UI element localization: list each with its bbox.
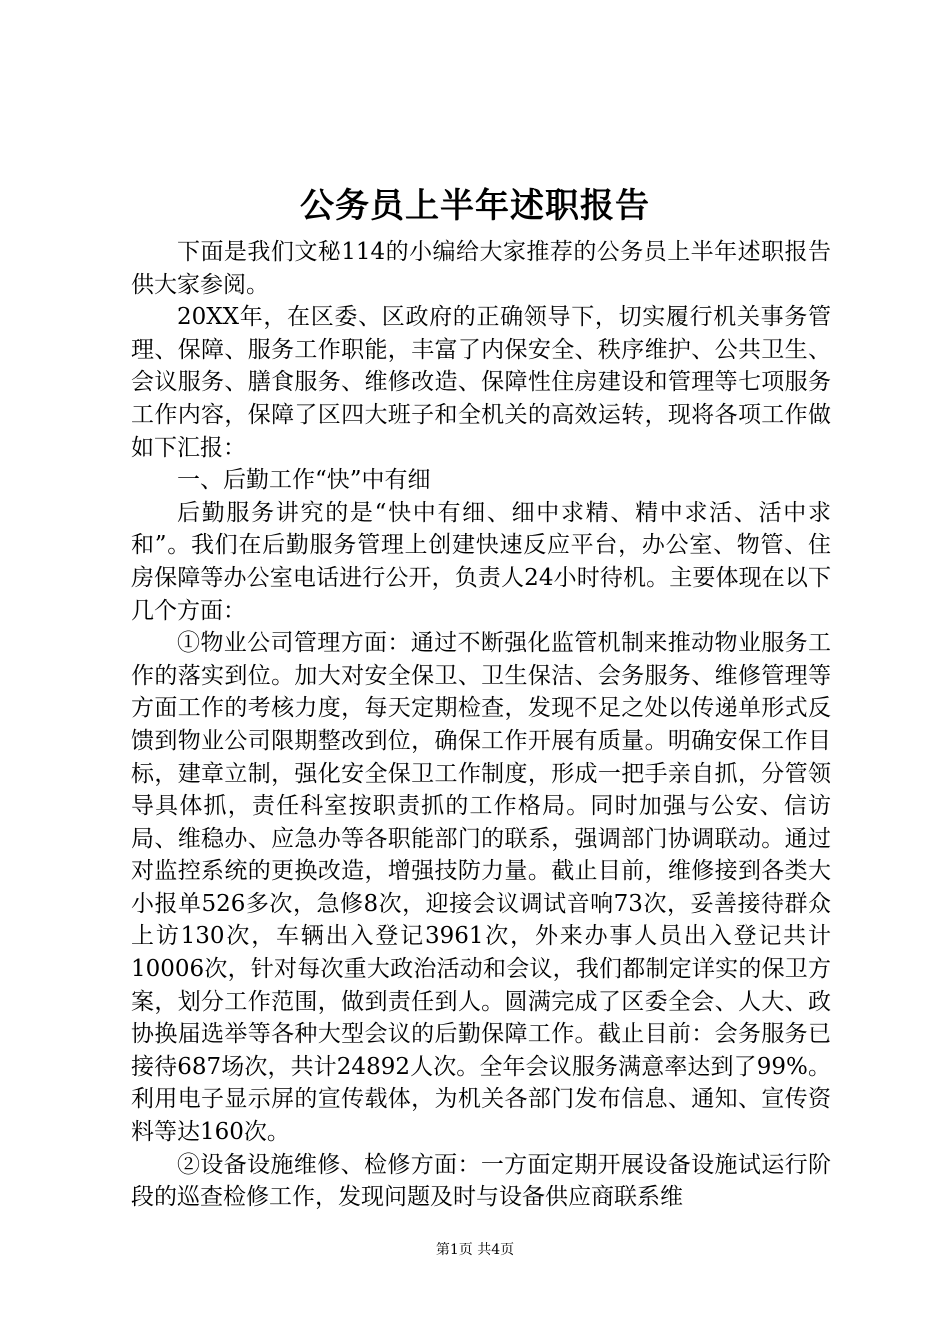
paragraph-logistics: 后勤服务讲究的是“快中有细、细中求精、精中求活、活中求和”。我们在后勤服务管理上创建快速反应平台，办公室、物管、住房保障等办公室电话进行公开，负责人24小时待机。主要体现在以下几个方面：	[131, 499, 831, 624]
page-footer: 第1页 共4页	[435, 1242, 515, 1258]
paragraph-overview: 20XX年，在区委、区政府的正确领导下，切实履行机关事务管理、保障、服务工作职能，丰富了内保安全、秩序维护、公共卫生、会议服务、膳食服务、维修改造、保障性住房建设和管理等七项服务工作内容，保障了区四大班子和全机关的高效运转，现将各项工作做如下汇报：	[131, 304, 831, 461]
document-body	[131, 236, 831, 1214]
paragraph-intro: 下面是我们文秘114的小编给大家推荐的公务员上半年述职报告供大家参阅。	[131, 239, 831, 298]
paragraph-equipment-maintenance: ②设备设施维修、检修方面：一方面定期开展设备设施试运行阶段的巡查检修工作，发现问题及时与设备供应商联系维	[131, 1151, 831, 1211]
paragraph-property-management: ①物业公司管理方面：通过不断强化监管机制来推动物业服务工作的落实到位。加大对安全保卫、卫生保洁、会务服务、维修管理等方面工作的考核力度，每天定期检查，发现不足之处以传递单形式反馈到物业公司限期整改到位，确保工作开展有质量。明确安保工作目标，建章立制，强化安全保卫工作制度，形成一把手亲自抓，分管领导具体抓，责任科室按职责抓的工作格局。同时加强与公安、信访局、维稳办、应急办等各职能部门的联系，强调部门协调联动。通过对监控系统的更换改造，增强技防力量。截止目前，维修接到各类大小报单526多次，急修8次，迎接会议调试音响73次，妥善接待群众上访130次，车辆出入登记3961次，外来办事人员出入登记共计10006次，针对每次重大政治活动和会议，我们都制定详实的保卫方案，划分工作范围，做到责任到人。圆满完成了区委全会、人大、政协换届选举等各种大型会议的后勤保障工作。截止目前：会务服务已接待687场次，共计24892人次。全年会议服务满意率达到了99%。利用电子显示屏的宣传载体，为机关各部门发布信息、通知、宣传资料等达160次。	[131, 630, 831, 1146]
section-heading: 一、后勤工作“快”中有细	[177, 467, 431, 494]
document-title: 公务员上半年述职报告	[300, 186, 650, 226]
